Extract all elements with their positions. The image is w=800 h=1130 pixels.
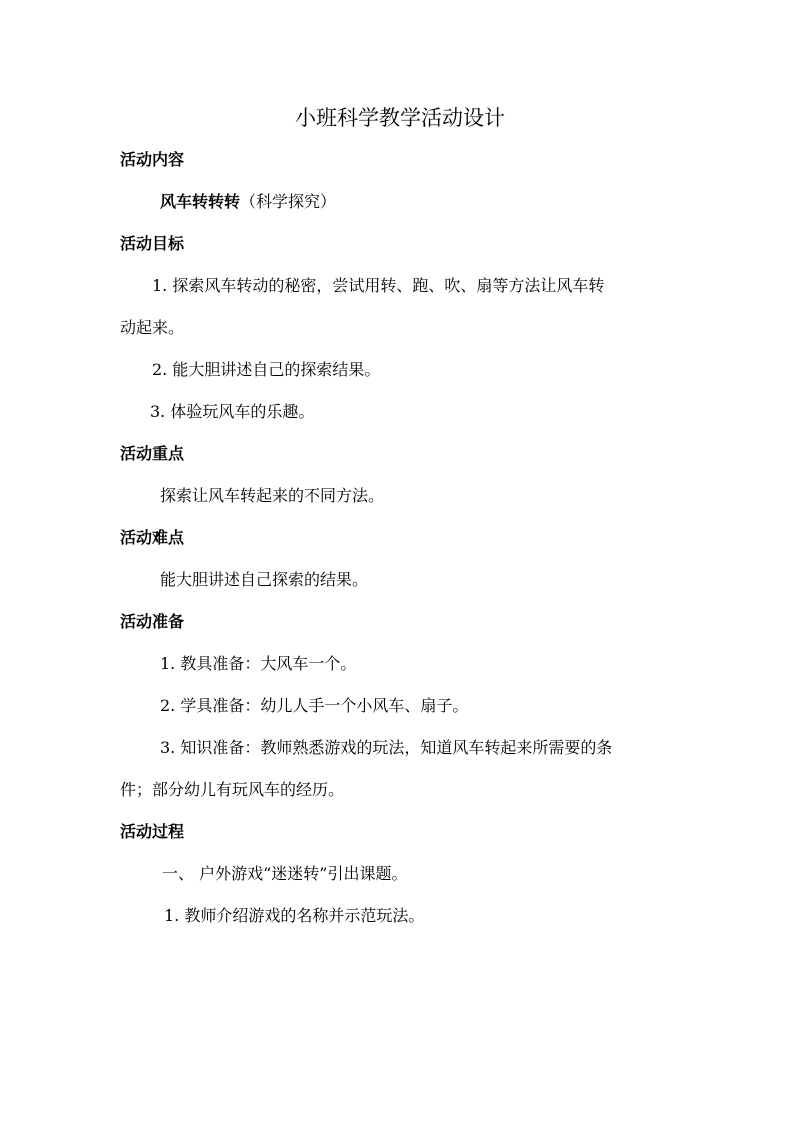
goal-1-line-2: 动起来。: [120, 318, 185, 337]
goal-2: 2. 能大胆讲述自己的探索结果。: [152, 360, 381, 379]
topic-title: 风车转转转: [160, 192, 241, 211]
heading-preparation: 活动准备: [120, 612, 185, 631]
heading-focus: 活动重点: [120, 444, 185, 463]
focus-text: 探索让风车转起来的不同方法。: [160, 486, 385, 505]
process-step-1-item-1: 1. 教师介绍游戏的名称并示范玩法。: [164, 906, 425, 925]
prep-3-line-2: 件；部分幼儿有玩风车的经历。: [120, 780, 345, 799]
topic-subtitle: （科学探究）: [240, 192, 337, 211]
goal-3: 3. 体验玩风车的乐趣。: [150, 402, 315, 421]
prep-3-line-1: 3. 知识准备：教师熟悉游戏的玩法，知道风车转起来所需要的条: [160, 738, 613, 757]
document-title: 小班科学教学活动设计: [295, 106, 505, 130]
heading-difficulty: 活动难点: [120, 528, 185, 547]
topic-line: [160, 190, 336, 214]
heading-process: 活动过程: [120, 822, 185, 841]
prep-1: 1. 教具准备：大风车一个。: [160, 654, 357, 673]
difficulty-text: 能大胆讲述自己探索的结果。: [160, 570, 369, 589]
heading-goals: 活动目标: [120, 234, 185, 253]
goal-1-line-1: 1. 探索风车转动的秘密，尝试用转、跑、吹、扇等方法让风车转: [152, 276, 605, 295]
heading-content: 活动内容: [120, 150, 185, 169]
process-step-1: 一、 户外游戏“迷迷转”引出课题。: [162, 864, 408, 883]
prep-2: 2. 学具准备：幼儿人手一个小风车、扇子。: [160, 696, 469, 715]
